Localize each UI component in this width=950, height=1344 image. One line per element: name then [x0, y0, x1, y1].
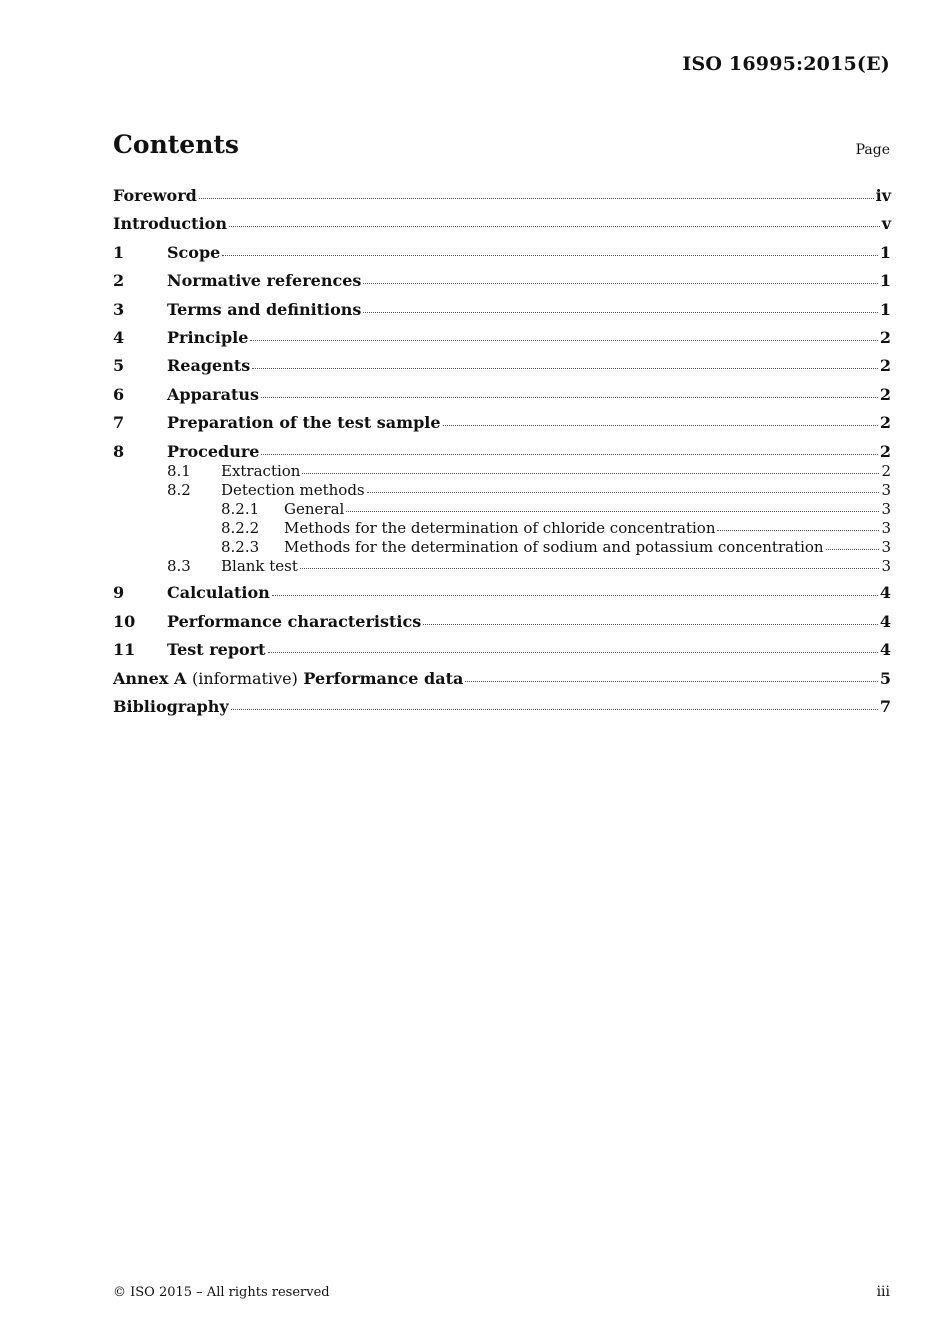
- toc-entry-general[interactable]: [113, 500, 891, 519]
- toc-entry-terms-and-definitions[interactable]: [113, 300, 891, 328]
- leader-dots: [717, 530, 879, 531]
- page-number: iii: [876, 1284, 890, 1300]
- toc-entry-title: Detection methods: [221, 480, 365, 499]
- toc-entry-number: 2: [113, 271, 125, 291]
- leader-dots: [346, 511, 879, 512]
- toc-entry-page: v: [881, 214, 891, 234]
- toc-entry-number: 8: [113, 441, 125, 461]
- toc-entry-title: Test report: [167, 640, 266, 660]
- leader-dots: [252, 368, 878, 369]
- toc-entry-title: General: [284, 499, 345, 518]
- toc-entry-page: 2: [879, 356, 891, 376]
- toc-entry-bibliography[interactable]: [113, 697, 891, 725]
- annex-title: Performance data: [303, 668, 464, 688]
- standard-number: ISO 16995:2015(E): [682, 53, 890, 75]
- leader-dots: [250, 340, 877, 341]
- toc-entry-title: Preparation of the test sample: [167, 413, 441, 433]
- toc-entry-scope[interactable]: [113, 243, 891, 271]
- toc-entry-page: 2: [881, 461, 891, 480]
- toc-entry-page: 3: [881, 519, 891, 538]
- toc-entry-title: Performance characteristics: [167, 611, 422, 631]
- toc-entry-number: 11: [113, 640, 136, 660]
- toc-entry-title: Apparatus: [167, 384, 259, 404]
- toc-entry-title: Introduction: [113, 214, 227, 234]
- toc-entry-number: 8.1: [167, 461, 191, 480]
- toc-entry-page: 3: [881, 538, 891, 557]
- toc-entry-title: Normative references: [167, 271, 362, 291]
- toc-entry-title: Bibliography: [113, 697, 229, 717]
- toc-entry-procedure[interactable]: [113, 442, 891, 462]
- toc-entry-normative-references[interactable]: [113, 271, 891, 299]
- toc-entry-number: 8.2: [167, 480, 191, 499]
- annex-label: Annex A: [113, 668, 187, 688]
- toc-entry-page: 2: [879, 384, 891, 404]
- toc-entry-principle[interactable]: [113, 328, 891, 356]
- copyright-notice: © ISO 2015 – All rights reserved: [113, 1285, 330, 1300]
- toc-entry-apparatus[interactable]: [113, 385, 891, 413]
- leader-dots: [826, 549, 880, 550]
- toc-entry-page: 7: [879, 697, 891, 717]
- toc-entry-title: Blank test: [221, 557, 298, 576]
- toc-entry-calculation[interactable]: [113, 583, 891, 611]
- toc-entry-extraction[interactable]: [113, 462, 891, 481]
- toc-entry-title: Scope: [167, 242, 221, 262]
- toc-entry-page: 3: [881, 499, 891, 518]
- toc-entry-page: 2: [879, 413, 891, 433]
- toc-entry-number: 6: [113, 384, 125, 404]
- toc-entry-page: 5: [879, 668, 891, 688]
- leader-dots: [222, 255, 878, 256]
- page-column-label: Page: [855, 142, 890, 158]
- leader-dots: [199, 198, 874, 199]
- leader-dots: [300, 568, 880, 569]
- toc-entry-page: 2: [879, 441, 891, 461]
- toc-entry-foreword[interactable]: [113, 186, 891, 214]
- annex-note: (informative): [191, 668, 298, 688]
- leader-dots: [423, 624, 878, 625]
- toc-entry-reagents[interactable]: [113, 356, 891, 384]
- toc-entry-page: 1: [879, 242, 891, 262]
- leader-dots: [261, 397, 878, 398]
- toc-entry-page: 2: [879, 327, 891, 347]
- toc-entry-title: Principle: [167, 327, 249, 347]
- leader-dots: [229, 226, 880, 227]
- leader-dots: [261, 454, 877, 455]
- leader-dots: [443, 425, 878, 426]
- leader-dots: [268, 652, 878, 653]
- toc-entry-page: 1: [879, 299, 891, 319]
- toc-entry-title: Procedure: [167, 441, 260, 461]
- toc-entry-number: 7: [113, 413, 125, 433]
- leader-dots: [363, 283, 877, 284]
- toc-entry-title: Reagents: [167, 356, 251, 376]
- toc-entry-page: 4: [879, 611, 891, 631]
- leader-dots: [367, 492, 880, 493]
- leader-dots: [231, 709, 878, 710]
- toc-entry-number: 1: [113, 242, 125, 262]
- toc-entry-detection-methods[interactable]: [113, 481, 891, 500]
- toc-entry-page: 4: [879, 583, 891, 603]
- toc-entry-number: 8.2.3: [221, 538, 260, 557]
- toc-entry-title: Methods for the determination of sodium and potassium concentration: [284, 538, 824, 557]
- toc-entry-number: 5: [113, 356, 125, 376]
- toc-entry-title: Extraction: [221, 461, 301, 480]
- toc-entry-number: 8.2.2: [221, 519, 260, 538]
- leader-dots: [465, 681, 878, 682]
- toc-entry-page: iv: [875, 186, 891, 205]
- toc-entry-title: Terms and definitions: [167, 299, 362, 319]
- toc-entry-page: 1: [879, 271, 891, 291]
- leader-dots: [302, 473, 879, 474]
- toc-entry-number: 8.2.1: [221, 499, 260, 518]
- page-title: Contents: [113, 130, 240, 159]
- toc-entry-number: 4: [113, 327, 125, 347]
- toc-entry-page: 3: [881, 480, 891, 499]
- toc-entry-performance-characteristics[interactable]: [113, 612, 891, 640]
- toc-entry-preparation[interactable]: [113, 413, 891, 441]
- toc-entry-test-report[interactable]: [113, 640, 891, 668]
- table-of-contents: [113, 186, 891, 725]
- toc-entry-number: 10: [113, 611, 136, 631]
- toc-entry-page: 4: [879, 640, 891, 660]
- toc-entry-sodium-potassium-methods[interactable]: [113, 538, 891, 557]
- toc-entry-blank-test[interactable]: [113, 557, 891, 583]
- toc-entry-introduction[interactable]: [113, 214, 891, 242]
- toc-entry-title: Methods for the determination of chloride concentration: [284, 519, 716, 538]
- toc-entry-number: 3: [113, 299, 125, 319]
- leader-dots: [272, 595, 878, 596]
- toc-entry-title: Calculation: [167, 583, 270, 603]
- toc-entry-title: Foreword: [113, 186, 197, 205]
- toc-entry-number: 9: [113, 583, 125, 603]
- toc-entry-chloride-methods[interactable]: [113, 519, 891, 538]
- toc-entry-number: 8.3: [167, 557, 191, 576]
- toc-entry-page: 3: [881, 557, 891, 576]
- toc-entry-annex-a[interactable]: [113, 669, 891, 697]
- leader-dots: [363, 312, 877, 313]
